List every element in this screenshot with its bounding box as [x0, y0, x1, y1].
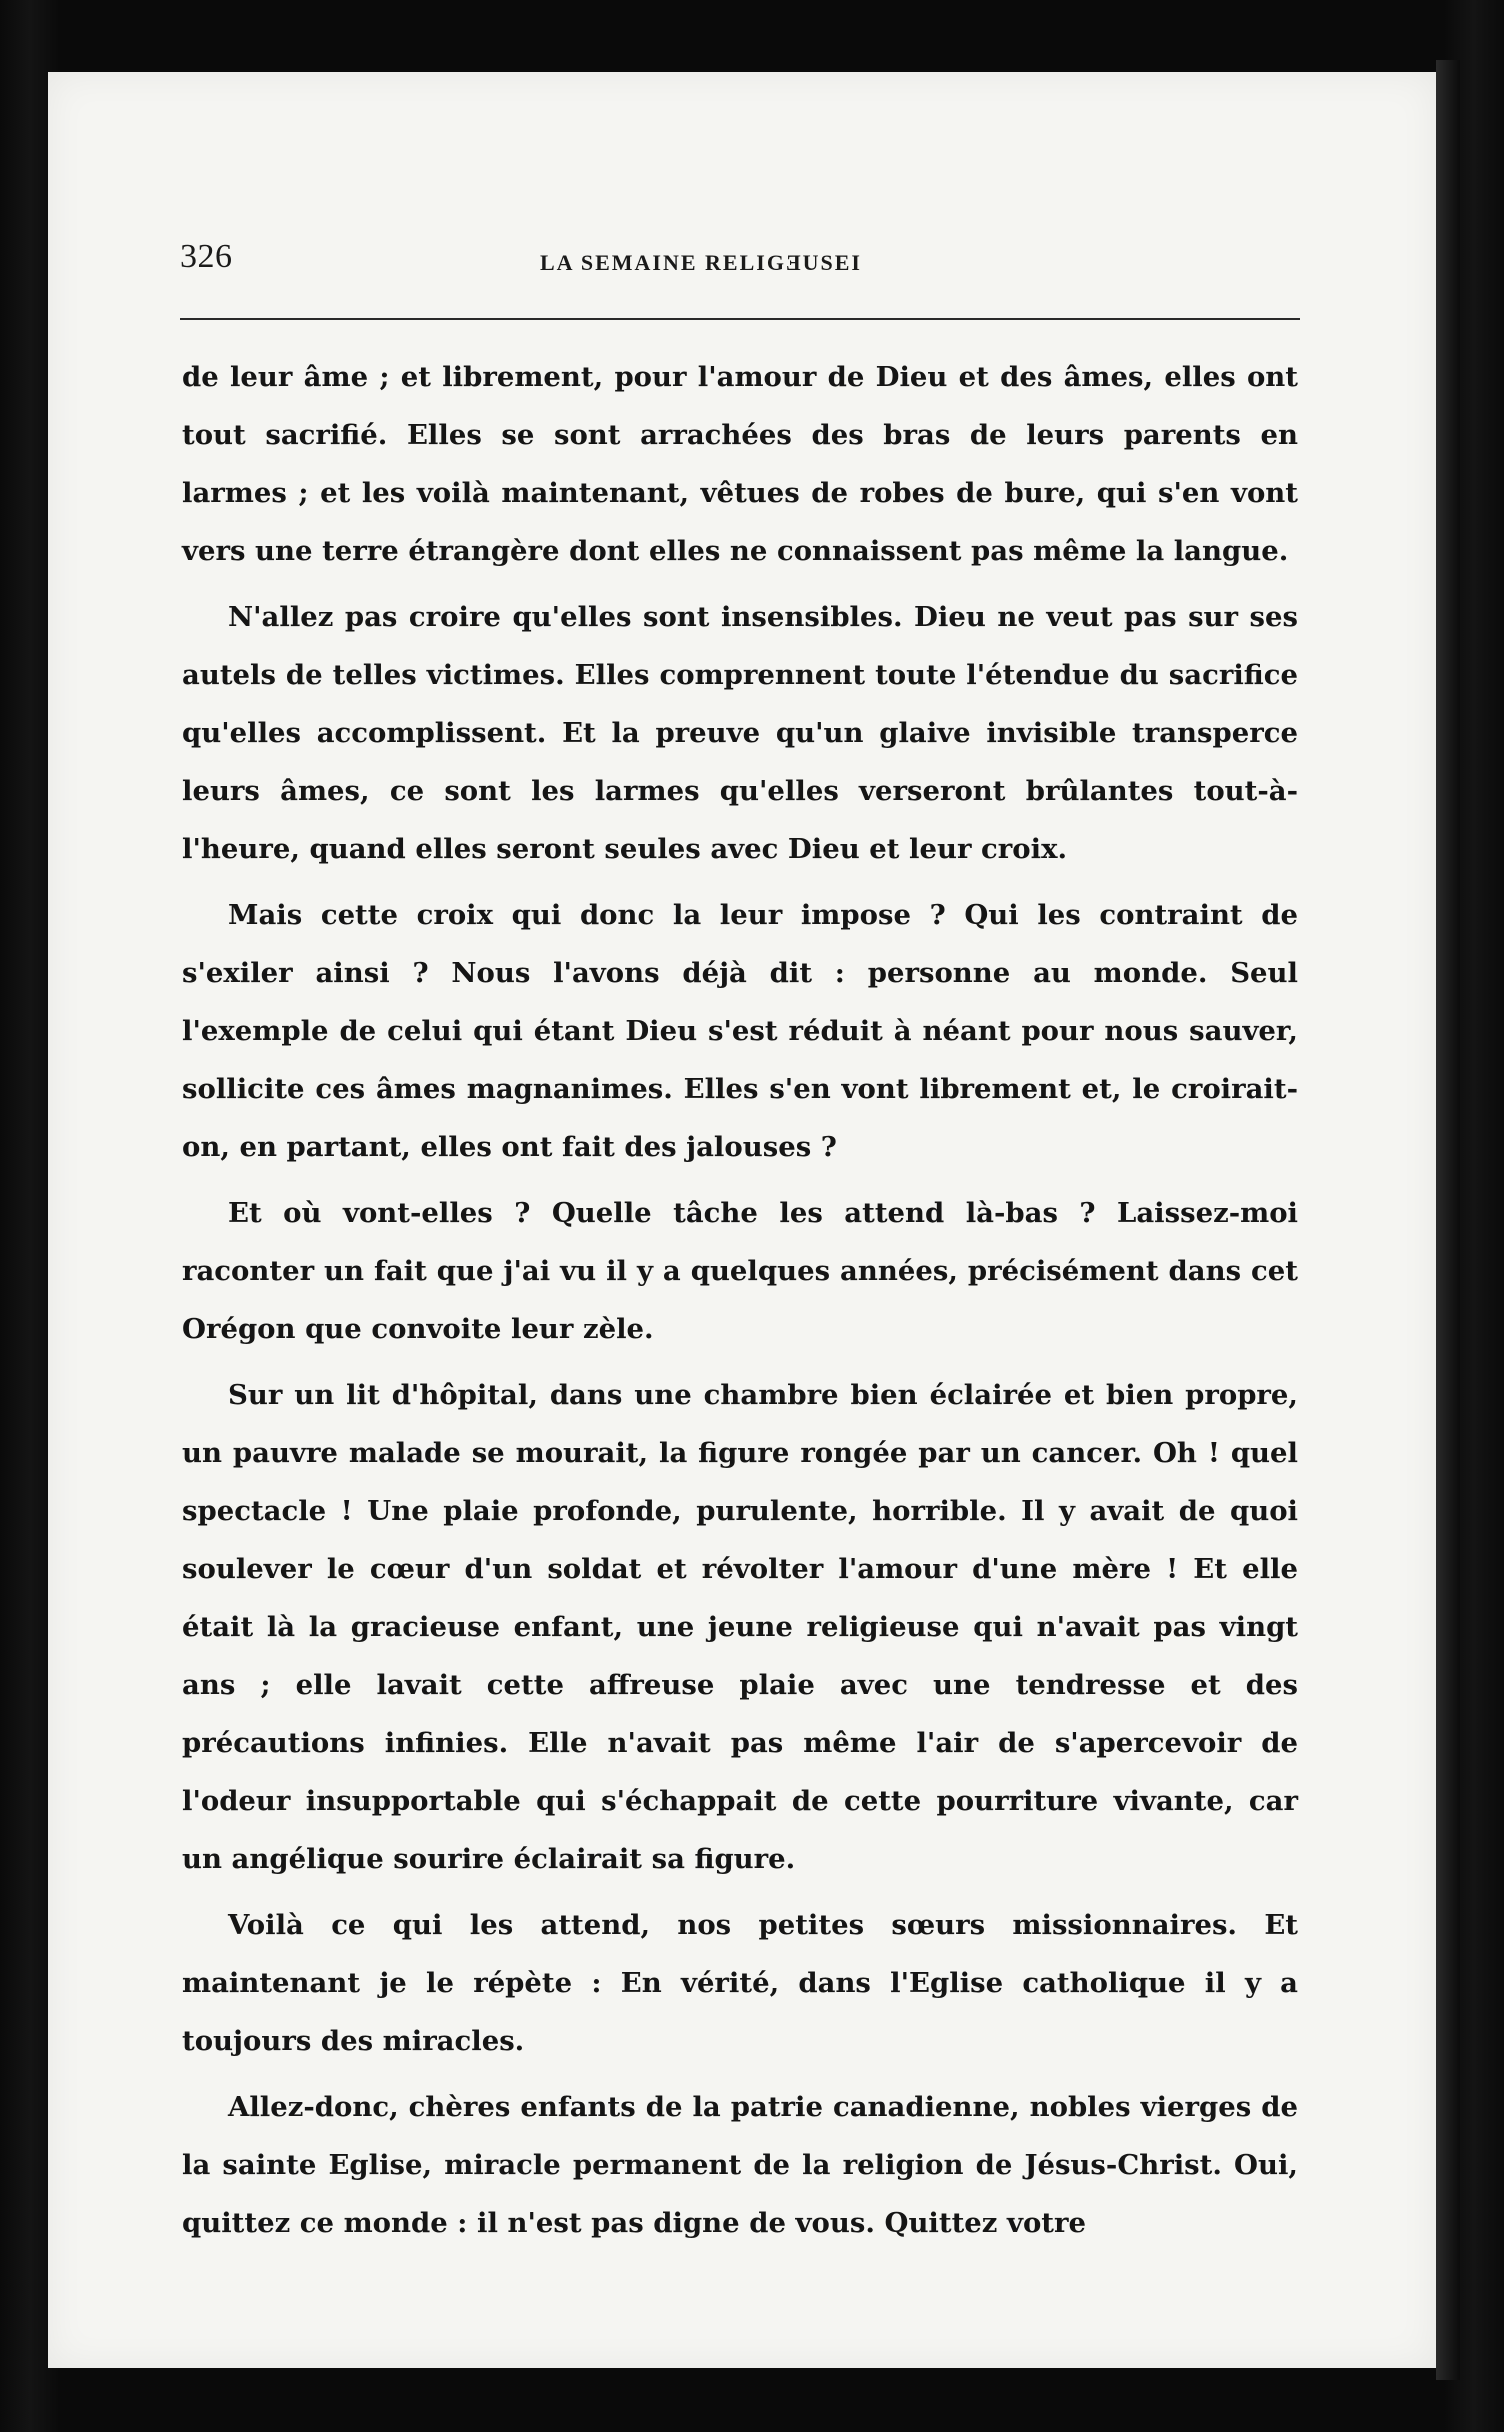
paragraph-4: Et où vont-elles ? Quelle tâche les attend là-bas ? Laissez-moi raconter un fait que j'ai vu il y a quelques années, précisément dans cet Orégon que convoite leur zèle.: [182, 1197, 1298, 1345]
paragraph-7: Allez-donc, chères enfants de la patrie canadienne, nobles vierges de la sainte Eglise, miracle permanent de la religion de Jésus-Christ. Oui, quittez ce monde : il n'est pas digne de vous. Quittez votre: [182, 2091, 1298, 2239]
page-header: [180, 238, 1300, 294]
paragraph-5: Sur un lit d'hôpital, dans une chambre bien éclairée et bien propre, un pauvre malade se mourait, la figure rongée par un cancer. Oh ! quel spectacle ! Une plaie profonde, purulente, horrible. Il y avait de quoi soulever le cœur d'un soldat et révolter l'amour d'une mère ! Et elle était là la gracieuse enfant, une jeune religieuse qui n'avait pas vingt ans ; elle lavait cette affreuse plaie avec une tendresse et des précautions infinies. Elle n'avait pas même l'air de s'apercevoir de l'odeur insupportable qui s'échappait de cette pourriture vivante, car un angélique sourire éclairait sa figure.: [182, 1379, 1298, 1875]
running-head: LA SEMAINE RELIGƎUSEI: [540, 250, 862, 275]
paragraph-3: Mais cette croix qui donc la leur impose ? Qui les contraint de s'exiler ainsi ? Nous l'avons déjà dit : personne au monde. Seul l'exemple de celui qui étant Dieu s'est réduit à néant pour nous sauver, sollicite ces âmes magnanimes. Elles s'en vont librement et, le croirait-on, en partant, elles ont fait des jalouses ?: [182, 899, 1298, 1163]
page-gutter-shadow: [1436, 60, 1460, 2380]
body-text: [182, 348, 1298, 2260]
paragraph-2: N'allez pas croire qu'elles sont insensibles. Dieu ne veut pas sur ses autels de telles victimes. Elles comprennent toute l'étendue du sacrifice qu'elles accomplissent. Et la preuve qu'un glaive invisible transperce leurs âmes, ce sont les larmes qu'elles verseront brûlantes tout-à-l'heure, quand elles seront seules avec Dieu et leur croix.: [182, 601, 1298, 865]
page-number: 326: [180, 238, 233, 275]
header-rule: [180, 318, 1300, 320]
paragraph-6: Voilà ce qui les attend, nos petites sœurs missionnaires. Et maintenant je le répète : En vérité, dans l'Eglise catholique il y a toujours des miracles.: [182, 1909, 1298, 2057]
paragraph-1: de leur âme ; et librement, pour l'amour de Dieu et des âmes, elles ont tout sacrifié. Elles se sont arrachées des bras de leurs parents en larmes ; et les voilà maintenant, vêtues de robes de bure, qui s'en vont vers une terre étrangère dont elles ne connaissent pas même la langue.: [182, 361, 1298, 567]
